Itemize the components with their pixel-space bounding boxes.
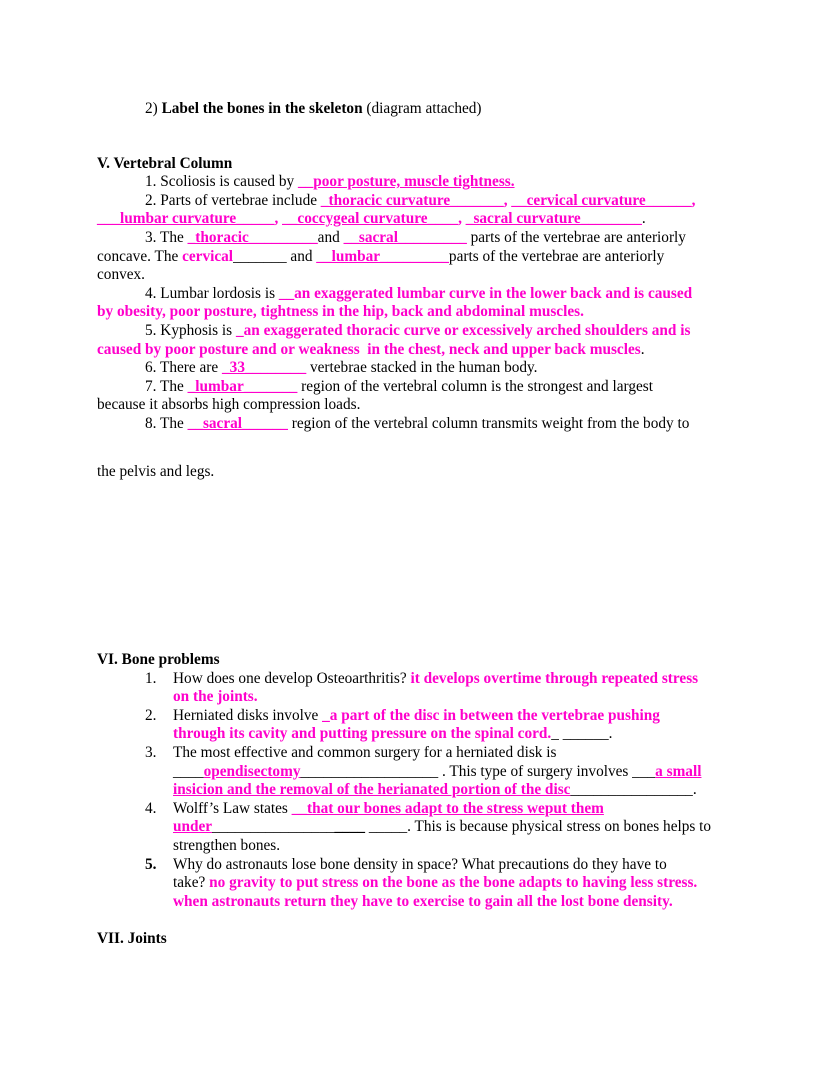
answer-text: __cervical curvature______ (511, 191, 692, 209)
document-line (97, 725, 768, 744)
text-segment: _ ______. (551, 725, 613, 743)
answer-text: no gravity to put stress on the bone as the bone adapts to having less stress. (209, 874, 698, 892)
document-line (97, 818, 768, 837)
text-segment: _____. This is because physical stress on bones helps to (365, 818, 712, 836)
answer-text: , (503, 191, 512, 209)
answer-text: __that our bones adapt to the stress weput them (291, 799, 604, 817)
answer-text: ___lumbar curvature_____ (97, 210, 275, 228)
document-line (97, 837, 768, 856)
text-segment: . (640, 340, 645, 358)
text-segment: 4. Lumbar lordosis is (145, 284, 279, 302)
answer-text: , (274, 210, 283, 228)
answer-text: under (173, 818, 213, 836)
answer-text: __sacral_________ (343, 228, 467, 246)
section-vii-heading: VII. Joints (97, 930, 167, 948)
text-segment: ____ (334, 818, 366, 836)
document-line (97, 396, 768, 415)
document-line (97, 266, 768, 285)
document-line (97, 285, 768, 304)
document-line (97, 359, 768, 378)
document-line (97, 670, 768, 689)
text-segment: Why do astronauts lose bone density in space? What precautions do they have to (173, 855, 667, 873)
list-item-number: 5. (145, 855, 157, 873)
text-segment: ________________. (570, 781, 697, 799)
document-line (97, 800, 768, 819)
text-segment: 5. Kyphosis is (145, 321, 236, 339)
answer-text: _thoracic_________ (187, 228, 318, 246)
document-line (97, 893, 768, 912)
answer-text: insicion and the removal of the herianated portion of the disc (173, 781, 571, 799)
document-line (97, 744, 768, 763)
text-segment: parts of the vertebrae are anteriorly (466, 228, 686, 246)
list-item-number: 4. (145, 799, 157, 817)
answer-text: a small (655, 762, 702, 780)
text-segment: Wolff’s Law states (173, 799, 292, 817)
answer-text: when astronauts return they have to exercise to gain all the lost bone density. (173, 892, 673, 910)
answer-text: _a part of the disc in between the vertebrae pushing (322, 706, 660, 724)
document-line (97, 303, 768, 322)
document-line (97, 248, 768, 267)
section-v-heading: V. Vertebral Column (97, 154, 233, 172)
text-segment: __________________ . This type of surgery involves ___ (300, 762, 656, 780)
text-segment: 3. The (145, 228, 188, 246)
section-v-closing-line: the pelvis and legs. (97, 462, 215, 480)
document-line (97, 341, 768, 360)
text-segment: 8. The (145, 414, 188, 432)
text-segment: The most effective and common surgery for a herniated disk is (173, 744, 557, 762)
answer-text: on the joints. (173, 688, 258, 706)
document-line (97, 192, 768, 211)
answer-text: _33________ (222, 359, 307, 377)
text-segment: . (641, 210, 646, 228)
answer-text: _an exaggerated thoracic curve or excessively arched shoulders and is (235, 321, 691, 339)
text-segment: ____ (173, 762, 204, 780)
document-line (97, 781, 768, 800)
text-segment: because it absorbs high compression loads. (97, 396, 361, 414)
text-segment: vertebrae stacked in the human body. (306, 359, 538, 377)
text-segment: (diagram attached) (362, 100, 482, 117)
text-segment: 1. Scoliosis is caused by (145, 173, 298, 191)
answer-text: __coccygeal curvature____ (282, 210, 459, 228)
answer-text: __an exaggerated lumbar curve in the lower back and is caused (278, 284, 693, 302)
text-segment: parts of the vertebrae are anteriorly (448, 247, 665, 265)
document-line (97, 763, 768, 782)
text-segment: 6. There are (145, 359, 223, 377)
document-line (97, 688, 768, 707)
document-line (97, 322, 768, 341)
text-segment: Herniated disks involve (173, 706, 323, 724)
text-segment: strengthen bones. (173, 837, 281, 855)
text-segment: 7. The (145, 377, 188, 395)
text-segment: concave. The (97, 247, 183, 265)
answer-text: caused by poor posture and or weakness in the chest, neck and upper back muscles (97, 340, 641, 358)
answer-text: it develops overtime through repeated stress (410, 669, 699, 687)
section-vi-heading: VI. Bone problems (97, 651, 220, 669)
text-segment: region of the vertebral column transmits weight from the body to (287, 414, 690, 432)
answer-text: by obesity, poor posture, tightness in the hip, back and abdominal muscles. (97, 303, 584, 321)
list-item-number: 2. (145, 706, 157, 724)
text-segment: and (317, 228, 344, 246)
answer-text: __poor posture, muscle tightness. (297, 173, 515, 191)
text-segment: region of the vertebral column is the strongest and largest (297, 377, 653, 395)
answer-text: __sacral______ (187, 414, 288, 432)
document-line (97, 173, 768, 192)
intro-block (97, 100, 768, 119)
text-segment: 2. Parts of vertebrae include (145, 191, 321, 209)
text-segment: Label the bones in the skeleton (161, 100, 363, 117)
answer-text: , (458, 210, 466, 228)
text-segment: How does one develop Osteoarthritis? (173, 669, 411, 687)
text-segment: 2) (145, 100, 162, 117)
answer-text: , (691, 191, 696, 209)
section-vi-list (97, 670, 768, 912)
answer-text: _sacral curvature________ (465, 210, 642, 228)
list-item-number: 3. (145, 744, 157, 762)
answer-text: opendisectomy (203, 762, 301, 780)
document-line (97, 378, 768, 397)
text-segment: take? (173, 874, 210, 892)
section-v-body (97, 173, 768, 433)
text-segment: convex. (97, 266, 145, 284)
list-item-number: 1. (145, 669, 157, 687)
answer-text: through its cavity and putting pressure on the spinal cord. (173, 725, 552, 743)
answer-text: cervical (182, 247, 234, 265)
document-line (97, 210, 768, 229)
text-segment: ________________ (212, 818, 335, 836)
document-line (97, 415, 768, 434)
answer-text: __lumbar_________ (316, 247, 449, 265)
document-line (97, 100, 768, 119)
document-line (97, 229, 768, 248)
document-line (97, 874, 768, 893)
answer-text: _lumbar_______ (187, 377, 298, 395)
document-line (97, 707, 768, 726)
document-line (97, 856, 768, 875)
text-segment: _______ and (233, 247, 317, 265)
answer-text: _thoracic curvature_______ (320, 191, 504, 209)
